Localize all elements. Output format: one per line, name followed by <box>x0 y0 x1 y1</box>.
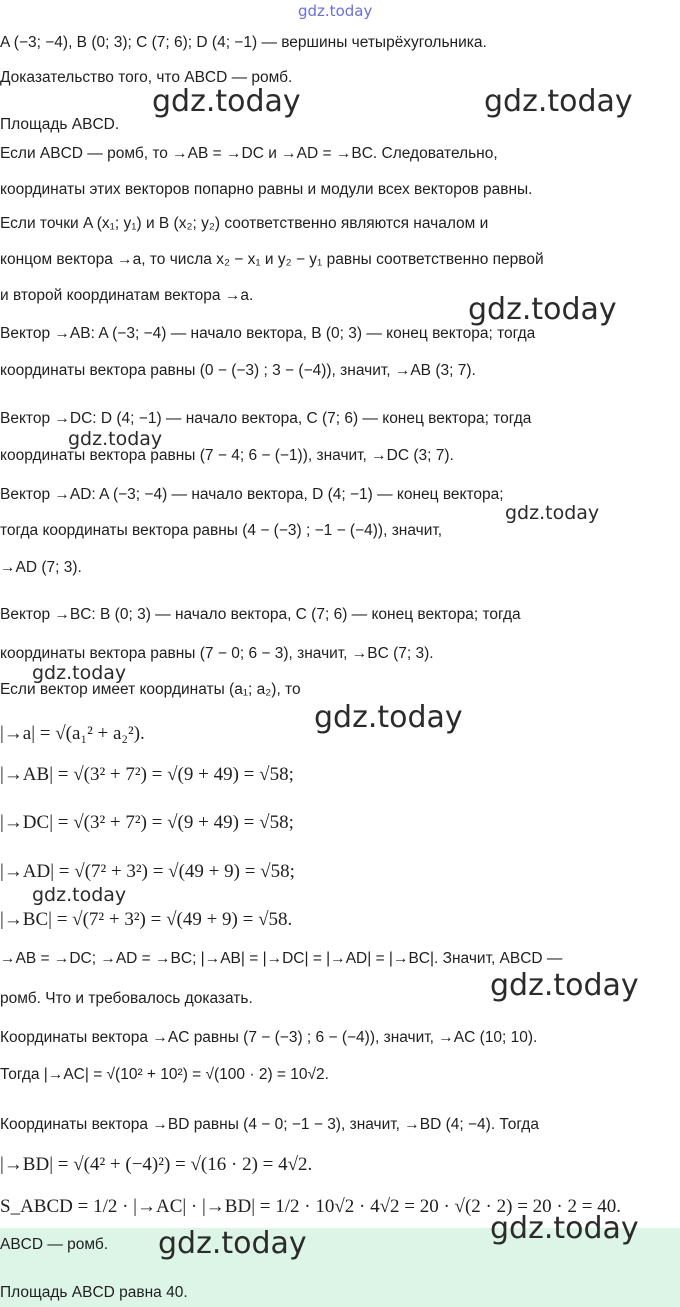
watermark: gdz.today <box>505 502 600 524</box>
watermark: gdz.today <box>32 662 127 684</box>
formula-line: |→DC| = √(3² + 7²) = √(9 + 49) = √58; <box>0 812 294 833</box>
text-line: тогда координаты вектора равны (4 − (−3) ; −1 − (−4)), значит, <box>0 522 443 539</box>
text-line: ромб. Что и требовалось доказать. <box>0 990 253 1007</box>
text-line: концом вектора →a, то числа x₂ − x₁ и y₂ − y₁ равны соответственно первой <box>0 251 544 268</box>
text-line: A (−3; −4), B (0; 3); C (7; 6); D (4; −1) — вершины четырёхугольника. <box>0 34 487 51</box>
watermark: gdz.today <box>298 2 373 20</box>
text-line: Координаты вектора →AC равны (7 − (−3) ; 6 − (−4)), значит, →AC (10; 10). <box>0 1029 538 1046</box>
watermark: gdz.today <box>68 428 163 450</box>
watermark: gdz.today <box>152 84 301 119</box>
answer-line: Площадь ABCD равна 40. <box>0 1284 188 1301</box>
formula-line: |→BC| = √(7² + 3²) = √(49 + 9) = √58. <box>0 909 293 930</box>
watermark: gdz.today <box>484 84 633 119</box>
watermark: gdz.today <box>314 700 463 735</box>
text-line: →AD (7; 3). <box>0 559 82 576</box>
text-line: координаты этих векторов попарно равны и модули всех векторов равны. <box>0 181 533 198</box>
text-line: Вектор →DC: D (4; −1) — начало вектора, C (7; 6) — конец вектора; тогда <box>0 410 532 427</box>
text-line: Координаты вектора →BD равны (4 − 0; −1 − 3), значит, →BD (4; −4). Тогда <box>0 1116 539 1133</box>
text-line: координаты вектора равны (7 − 0; 6 − 3), значит, →BC (7; 3). <box>0 645 434 662</box>
text-line: координаты вектора равны (0 − (−3) ; 3 − (−4)), значит, →AB (3; 7). <box>0 362 476 379</box>
text-line: Вектор →AB: A (−3; −4) — начало вектора, B (0; 3) — конец вектора; тогда <box>0 325 536 342</box>
watermark: gdz.today <box>468 292 617 327</box>
watermark: gdz.today <box>490 1211 639 1246</box>
formula-line: |→AB| = √(3² + 7²) = √(9 + 49) = √58; <box>0 764 294 785</box>
formula-line: S_ABCD = 1/2 · |→AC| · |→BD| = 1/2 · 10√2 · 4√2 = 20 · √(2 · 2) = 20 · 2 = 40. <box>0 1196 621 1217</box>
text-line: Площадь ABCD. <box>0 116 120 133</box>
text-line: Вектор →AD: A (−3; −4) — начало вектора, D (4; −1) — конец вектора; <box>0 486 504 503</box>
text-line: Если точки A (x₁; y₁) и B (x₂; y₂) соответственно являются началом и <box>0 215 489 232</box>
formula-line: |→AD| = √(7² + 3²) = √(49 + 9) = √58; <box>0 861 295 882</box>
formula-line: |→a| = √(a₁² + a₂²). <box>0 723 145 744</box>
text-line: Вектор →BC: B (0; 3) — начало вектора, C (7; 6) — конец вектора; тогда <box>0 606 521 623</box>
formula-line: |→BD| = √(4² + (−4)²) = √(16 · 2) = 4√2. <box>0 1154 313 1175</box>
watermark: gdz.today <box>490 968 639 1003</box>
text-line: Доказательство того, что ABCD — ромб. <box>0 69 293 86</box>
text-line: Если вектор имеет координаты (a₁; a₂), то <box>0 681 301 698</box>
text-line: →AB = →DC; →AD = →BC; |→AB| = |→DC| = |→AD| = |→BC|. Значит, ABCD — <box>0 950 563 967</box>
text-line: и второй координатам вектора →a. <box>0 287 254 304</box>
text-line: Тогда |→AC| = √(10² + 10²) = √(100 · 2) = 10√2. <box>0 1066 329 1083</box>
watermark: gdz.today <box>158 1226 307 1261</box>
answer-line: ABCD — ромб. <box>0 1236 109 1253</box>
text-line: Если ABCD — ромб, то →AB = →DC и →AD = →BC. Следовательно, <box>0 145 498 162</box>
watermark: gdz.today <box>32 884 127 906</box>
text-line: координаты вектора равны (7 − 4; 6 − (−1)), значит, →DC (3; 7). <box>0 447 454 464</box>
